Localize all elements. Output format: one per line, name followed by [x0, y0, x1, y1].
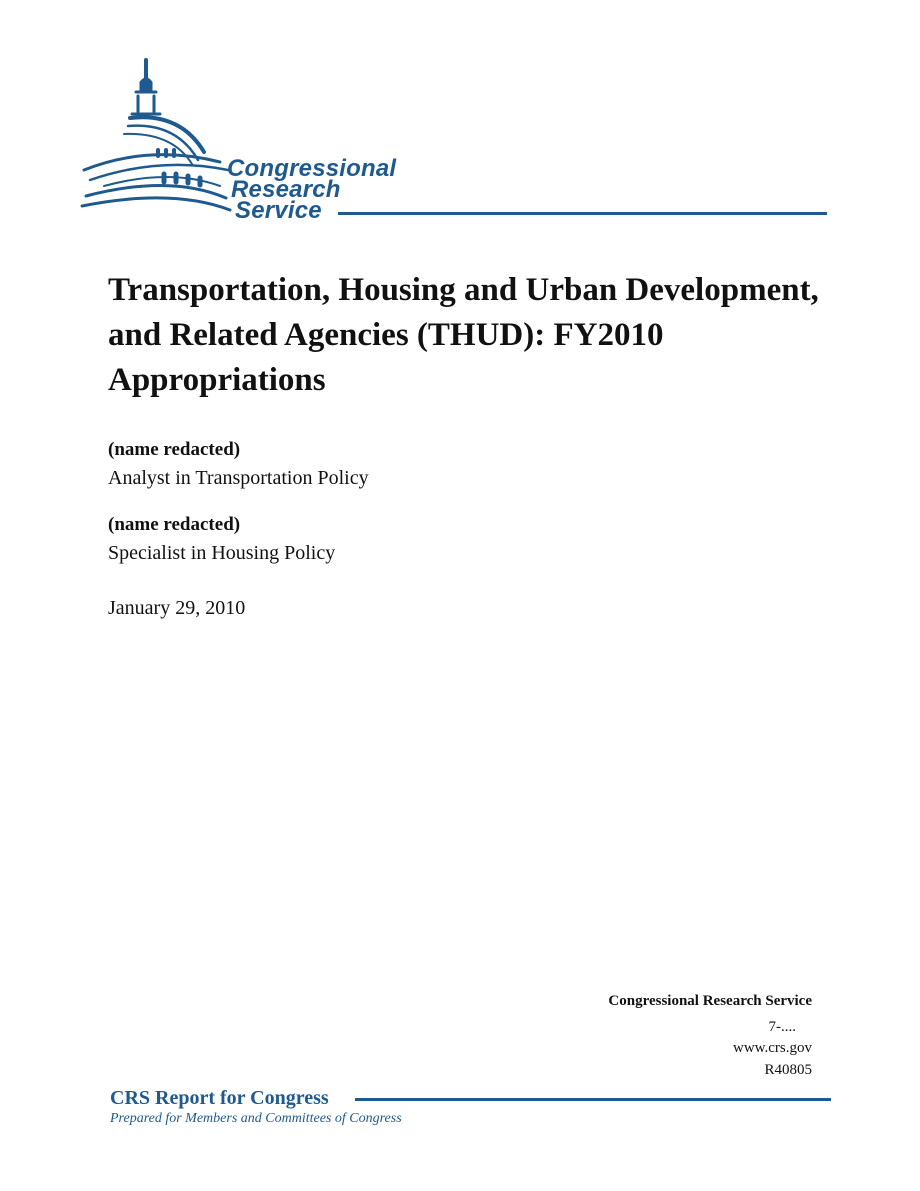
publisher-name: Congressional Research Service — [608, 993, 812, 1009]
report-number: R40805 — [764, 1062, 812, 1078]
capitol-dome-icon — [80, 52, 830, 227]
author-1-role: Analyst in Transportation Policy — [108, 467, 369, 489]
website-link[interactable]: www.crs.gov — [732, 1040, 812, 1056]
report-title: Transportation, Housing and Urban Development, and Related Agencies (THUD): FY2010 Appropriations — [108, 272, 819, 398]
author-2-name: (name redacted) — [108, 514, 241, 535]
footer-subtitle: Prepared for Members and Committees of Congress — [110, 1111, 402, 1126]
logo-word-congressional: Congressional — [227, 155, 397, 182]
author-2-role: Specialist in Housing Policy — [108, 542, 336, 564]
author-1-name: (name redacted) — [108, 439, 241, 460]
crs-logo — [80, 52, 830, 227]
logo-word-service: Service — [235, 197, 322, 224]
footer-rule — [355, 1098, 831, 1101]
report-date: January 29, 2010 — [108, 597, 246, 619]
logo-rule — [338, 212, 827, 215]
phone-code: 7-.... — [768, 1019, 796, 1035]
footer-title: CRS Report for Congress — [110, 1087, 329, 1109]
logo-word-research: Research — [231, 176, 341, 203]
